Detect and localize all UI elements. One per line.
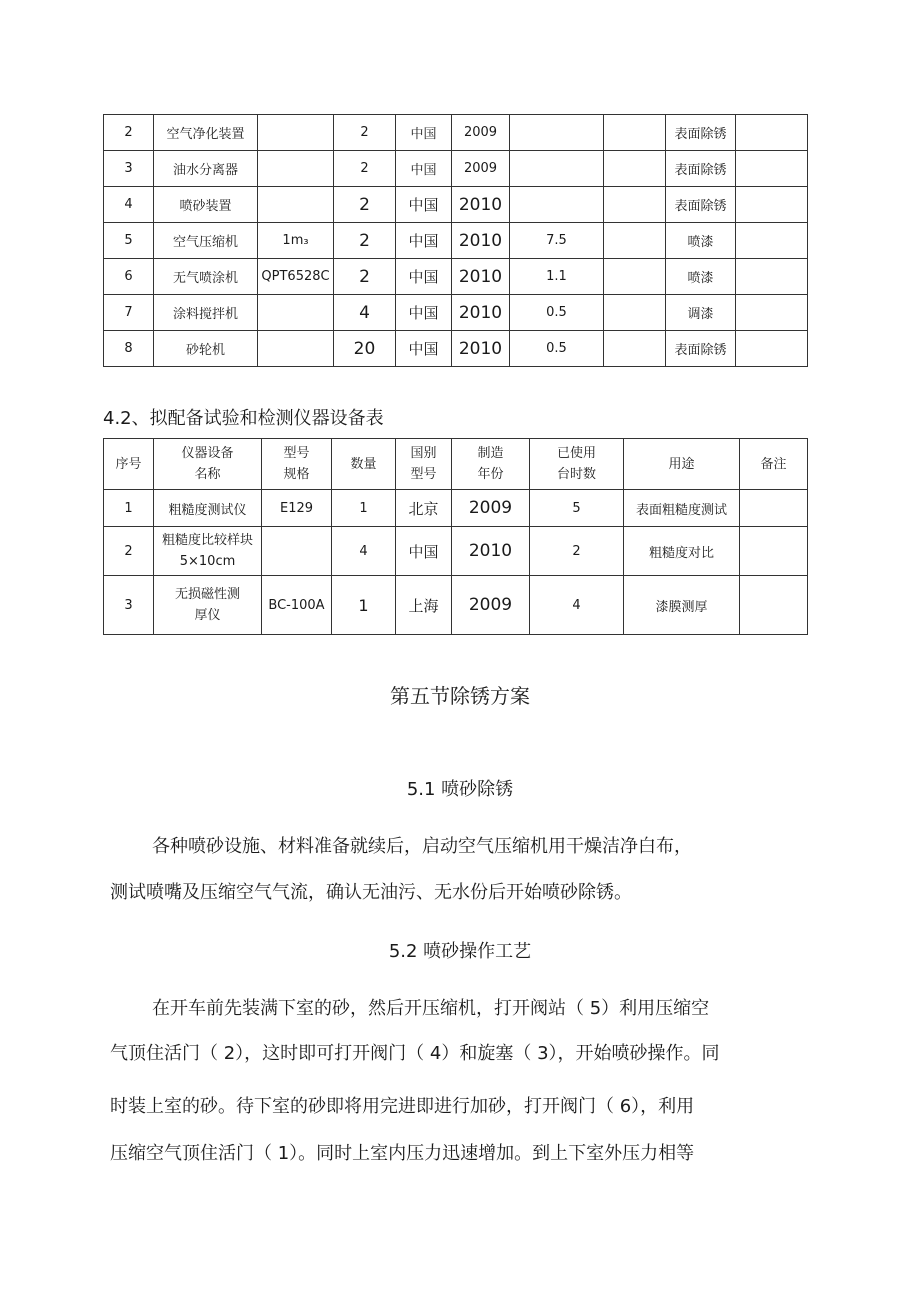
cell-use: 表面粗糙度测试 bbox=[624, 490, 740, 527]
cell-spec bbox=[262, 527, 332, 576]
cell-use: 粗糙度对比 bbox=[624, 527, 740, 576]
cell-origin: 中国 bbox=[396, 223, 452, 259]
cell-name: 空气净化装置 bbox=[154, 115, 258, 151]
table-row bbox=[104, 151, 808, 187]
header-origin-text: 国别型号 bbox=[410, 446, 437, 482]
cell-year: 2009 bbox=[452, 576, 530, 635]
paragraph-line: 在开车前先装满下室的砂，然后开压缩机，打开阀站（ 5）利用压缩空 bbox=[152, 998, 710, 1019]
table-row bbox=[104, 527, 808, 576]
cell-spec bbox=[258, 295, 334, 331]
section-5-2-title: 5.2 喷砂操作工艺 bbox=[388, 941, 532, 962]
cell-origin: 上海 bbox=[396, 576, 452, 635]
paragraph-line: 压缩空气顶住活门（ 1）。同时上室内压力迅速增加。到上下室外压力相等 bbox=[110, 1143, 695, 1164]
cell-spec bbox=[258, 187, 334, 223]
cell-use: 表面除锈 bbox=[666, 115, 736, 151]
paragraph-line: 测试喷嘴及压缩空气气流，确认无油污、无水份后开始喷砂除锈。 bbox=[110, 882, 632, 903]
header-spec bbox=[262, 439, 332, 490]
header-qty: 数量 bbox=[332, 439, 396, 490]
cell-no: 7 bbox=[104, 295, 154, 331]
cell-note bbox=[736, 295, 808, 331]
header-hours-text: 已使用台时数 bbox=[556, 446, 596, 482]
header-name bbox=[154, 439, 262, 490]
cell-year: 2009 bbox=[452, 151, 510, 187]
cell-spec: BC-100A bbox=[262, 576, 332, 635]
cell-year: 2010 bbox=[452, 259, 510, 295]
cell-name: 油水分离器 bbox=[154, 151, 258, 187]
header-name-text: 仪器设备名称 bbox=[181, 446, 234, 482]
table-row bbox=[104, 115, 808, 151]
cell-name: 涂料搅拌机 bbox=[154, 295, 258, 331]
cell-origin: 中国 bbox=[396, 295, 452, 331]
table-row bbox=[104, 331, 808, 367]
cell-blank bbox=[604, 151, 666, 187]
cell-blank bbox=[604, 331, 666, 367]
cell-use: 表面除锈 bbox=[666, 151, 736, 187]
header-no: 序号 bbox=[104, 439, 154, 490]
cell-year: 2010 bbox=[452, 331, 510, 367]
table-row bbox=[104, 490, 808, 527]
cell-name: 喷砂装置 bbox=[154, 187, 258, 223]
cell-qty: 4 bbox=[334, 295, 396, 331]
section-5-1-title: 5.1 喷砂除锈 bbox=[406, 779, 514, 800]
cell-qty: 2 bbox=[334, 151, 396, 187]
table-header-row bbox=[104, 439, 808, 490]
cell-note bbox=[736, 187, 808, 223]
cell-no: 5 bbox=[104, 223, 154, 259]
cell-note bbox=[740, 490, 808, 527]
chapter-title: 第五节除锈方案 bbox=[390, 684, 530, 708]
cell-year: 2009 bbox=[452, 490, 530, 527]
cell-note bbox=[736, 223, 808, 259]
cell-spec: 1m₃ bbox=[258, 223, 334, 259]
header-origin bbox=[396, 439, 452, 490]
table-row bbox=[104, 259, 808, 295]
cell-use: 喷漆 bbox=[666, 223, 736, 259]
cell-origin: 中国 bbox=[396, 331, 452, 367]
cell-qty: 1 bbox=[332, 576, 396, 635]
cell-name bbox=[154, 576, 262, 635]
cell-qty: 2 bbox=[334, 223, 396, 259]
cell-origin: 北京 bbox=[396, 490, 452, 527]
table-row bbox=[104, 223, 808, 259]
header-year-text: 制造年份 bbox=[477, 446, 504, 482]
cell-no: 2 bbox=[104, 527, 154, 576]
cell-use: 表面除锈 bbox=[666, 187, 736, 223]
cell-qty: 2 bbox=[334, 187, 396, 223]
cell-blank bbox=[604, 295, 666, 331]
cell-hours: 5 bbox=[530, 490, 624, 527]
paragraph-line: 各种喷砂设施、材料准备就续后，启动空气压缩机用干燥洁净白布， bbox=[152, 836, 692, 857]
cell-name-text: 无损磁性测厚仪 bbox=[174, 587, 240, 623]
cell-qty: 20 bbox=[334, 331, 396, 367]
cell-power: 1.1 bbox=[510, 259, 604, 295]
cell-no: 6 bbox=[104, 259, 154, 295]
cell-use: 漆膜测厚 bbox=[624, 576, 740, 635]
cell-hours: 2 bbox=[530, 527, 624, 576]
cell-blank bbox=[604, 115, 666, 151]
cell-qty: 2 bbox=[334, 115, 396, 151]
cell-qty: 4 bbox=[332, 527, 396, 576]
cell-note bbox=[736, 151, 808, 187]
cell-blank bbox=[604, 223, 666, 259]
paragraph-line: 气顶住活门（ 2），这时即可打开阀门（ 4）和旋塞（ 3），开始喷砂操作。同 bbox=[110, 1043, 720, 1064]
cell-power bbox=[510, 187, 604, 223]
paragraph-line: 时装上室的砂。待下室的砂即将用完进即进行加砂，打开阀门（ 6），利用 bbox=[110, 1096, 695, 1117]
header-note: 备注 bbox=[740, 439, 808, 490]
table-row bbox=[104, 187, 808, 223]
cell-year: 2010 bbox=[452, 527, 530, 576]
cell-power: 0.5 bbox=[510, 295, 604, 331]
cell-power bbox=[510, 151, 604, 187]
cell-power: 0.5 bbox=[510, 331, 604, 367]
cell-qty: 1 bbox=[332, 490, 396, 527]
cell-no: 3 bbox=[104, 576, 154, 635]
equipment-table bbox=[103, 114, 808, 367]
cell-no: 8 bbox=[104, 331, 154, 367]
header-spec-text: 型号规格 bbox=[283, 446, 310, 482]
cell-name-text: 粗糙度比较样块 5×10cm bbox=[161, 533, 253, 569]
cell-power: 7.5 bbox=[510, 223, 604, 259]
cell-note bbox=[740, 576, 808, 635]
cell-power bbox=[510, 115, 604, 151]
table-row bbox=[104, 576, 808, 635]
cell-spec: E129 bbox=[262, 490, 332, 527]
header-year bbox=[452, 439, 530, 490]
cell-use: 表面除锈 bbox=[666, 331, 736, 367]
cell-origin: 中国 bbox=[396, 527, 452, 576]
cell-blank bbox=[604, 259, 666, 295]
cell-origin: 中国 bbox=[396, 259, 452, 295]
cell-origin: 中国 bbox=[396, 115, 452, 151]
cell-note bbox=[736, 259, 808, 295]
header-use: 用途 bbox=[624, 439, 740, 490]
cell-note bbox=[736, 115, 808, 151]
cell-origin: 中国 bbox=[396, 187, 452, 223]
cell-note bbox=[736, 331, 808, 367]
cell-year: 2010 bbox=[452, 295, 510, 331]
section-4-2-title: 4.2、拟配备试验和检测仪器设备表 bbox=[103, 408, 384, 429]
cell-year: 2010 bbox=[452, 223, 510, 259]
cell-name: 无气喷涂机 bbox=[154, 259, 258, 295]
cell-qty: 2 bbox=[334, 259, 396, 295]
cell-name: 粗糙度测试仪 bbox=[154, 490, 262, 527]
instrument-table bbox=[103, 438, 808, 635]
cell-spec: QPT6528C bbox=[258, 259, 334, 295]
cell-origin: 中国 bbox=[396, 151, 452, 187]
cell-year: 2010 bbox=[452, 187, 510, 223]
cell-spec bbox=[258, 151, 334, 187]
table-row bbox=[104, 295, 808, 331]
cell-no: 3 bbox=[104, 151, 154, 187]
cell-no: 4 bbox=[104, 187, 154, 223]
cell-name bbox=[154, 527, 262, 576]
cell-spec bbox=[258, 115, 334, 151]
cell-name: 砂轮机 bbox=[154, 331, 258, 367]
header-hours bbox=[530, 439, 624, 490]
cell-spec bbox=[258, 331, 334, 367]
cell-no: 2 bbox=[104, 115, 154, 151]
cell-hours: 4 bbox=[530, 576, 624, 635]
cell-note bbox=[740, 527, 808, 576]
cell-name: 空气压缩机 bbox=[154, 223, 258, 259]
cell-blank bbox=[604, 187, 666, 223]
cell-use: 调漆 bbox=[666, 295, 736, 331]
cell-use: 喷漆 bbox=[666, 259, 736, 295]
cell-year: 2009 bbox=[452, 115, 510, 151]
cell-no: 1 bbox=[104, 490, 154, 527]
